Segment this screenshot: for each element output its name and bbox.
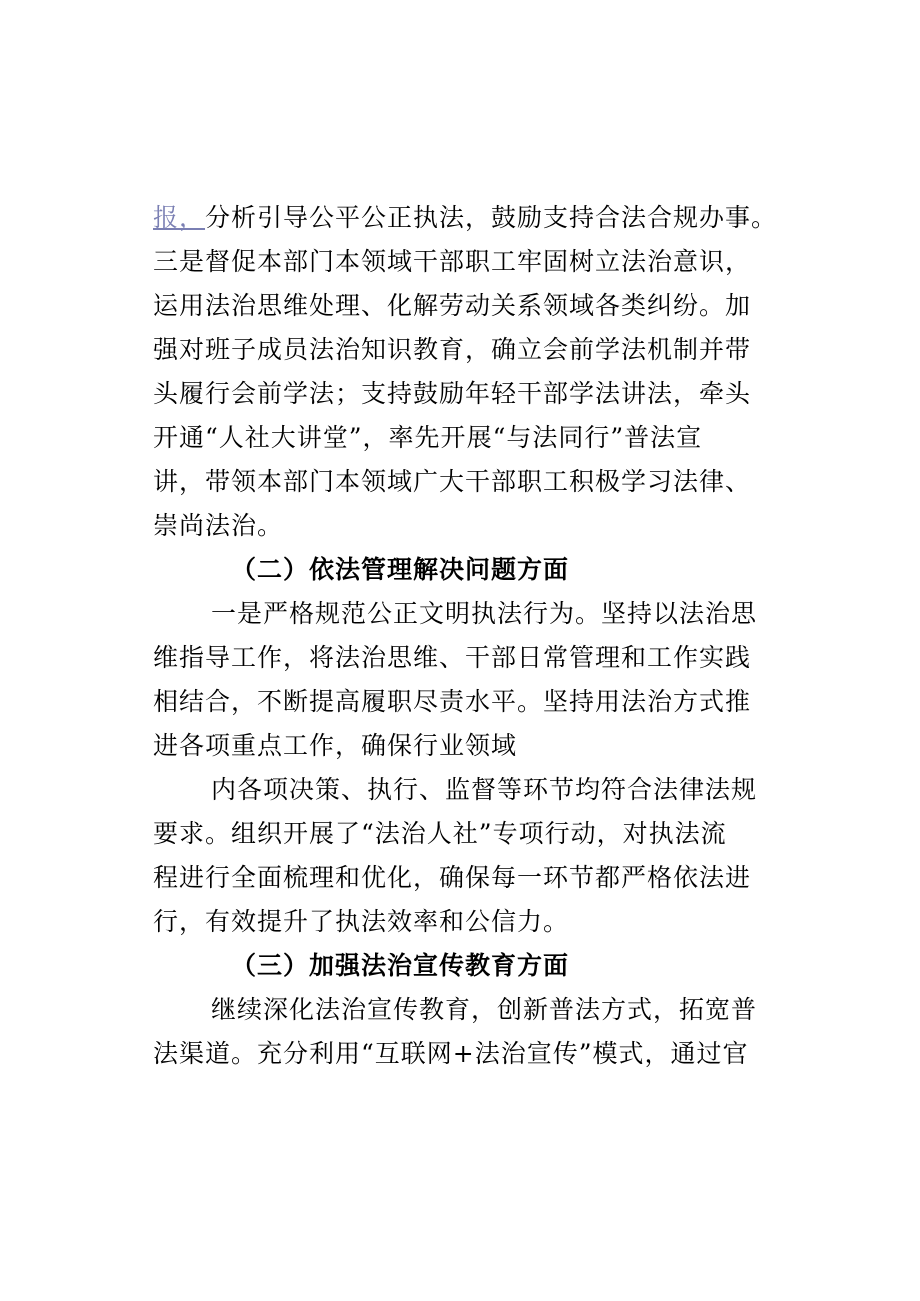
section-heading-2: （二）依法管理解决问题方面	[231, 555, 570, 584]
paragraph-line: 相结合，不断提高履职尽责水平。坚持用法治方式推	[153, 687, 752, 716]
paragraph-line: 要求。组织开展了“法治人社”专项行动，对执法流	[153, 819, 727, 848]
paragraph-line: 维指导工作，将法治思维、干部日常管理和工作实践	[153, 643, 752, 672]
paragraph-line: 开通“人社大讲堂”，率先开展“与法同行”普法宣	[153, 423, 703, 452]
section-heading-3: （三）加强法治宣传教育方面	[231, 951, 570, 980]
reference-link[interactable]: 报，	[153, 203, 206, 232]
paragraph-line: 头履行会前学法；支持鼓励年轻干部学法讲法，牵头	[153, 379, 752, 408]
paragraph-line: 法渠道。充分利用“互联网+法治宣传”模式，通过官	[153, 1039, 749, 1068]
paragraph-line: 进各项重点工作，确保行业领域	[153, 731, 518, 760]
paragraph-line	[153, 196, 778, 240]
document-body	[153, 196, 778, 1076]
paragraph-line: 三是督促本部门本领域干部职工牢固树立法治意识，	[153, 247, 752, 276]
paragraph-line: 讲，带领本部门本领域广大干部职工积极学习法律、	[153, 467, 752, 496]
paragraph-line: 一是严格规范公正文明执法行为。坚持以法治思	[211, 599, 758, 628]
paragraph-line: 内各项决策、执行、监督等环节均符合法律法规	[211, 775, 758, 804]
paragraph-line: 程进行全面梳理和优化，确保每一环节都严格依法进	[153, 863, 752, 892]
paragraph-line: 行，有效提升了执法效率和公信力。	[153, 907, 570, 936]
paragraph-line: 强对班子成员法治知识教育，确立会前学法机制并带	[153, 335, 752, 364]
line-text: 分析引导公平公正执法，鼓励支持合法合规办事。	[205, 203, 778, 232]
paragraph-line: 崇尚法治。	[153, 511, 284, 540]
paragraph-line: 继续深化法治宣传教育，创新普法方式，拓宽普	[211, 995, 758, 1024]
paragraph-line: 运用法治思维处理、化解劳动关系领域各类纠纷。加	[153, 291, 752, 320]
